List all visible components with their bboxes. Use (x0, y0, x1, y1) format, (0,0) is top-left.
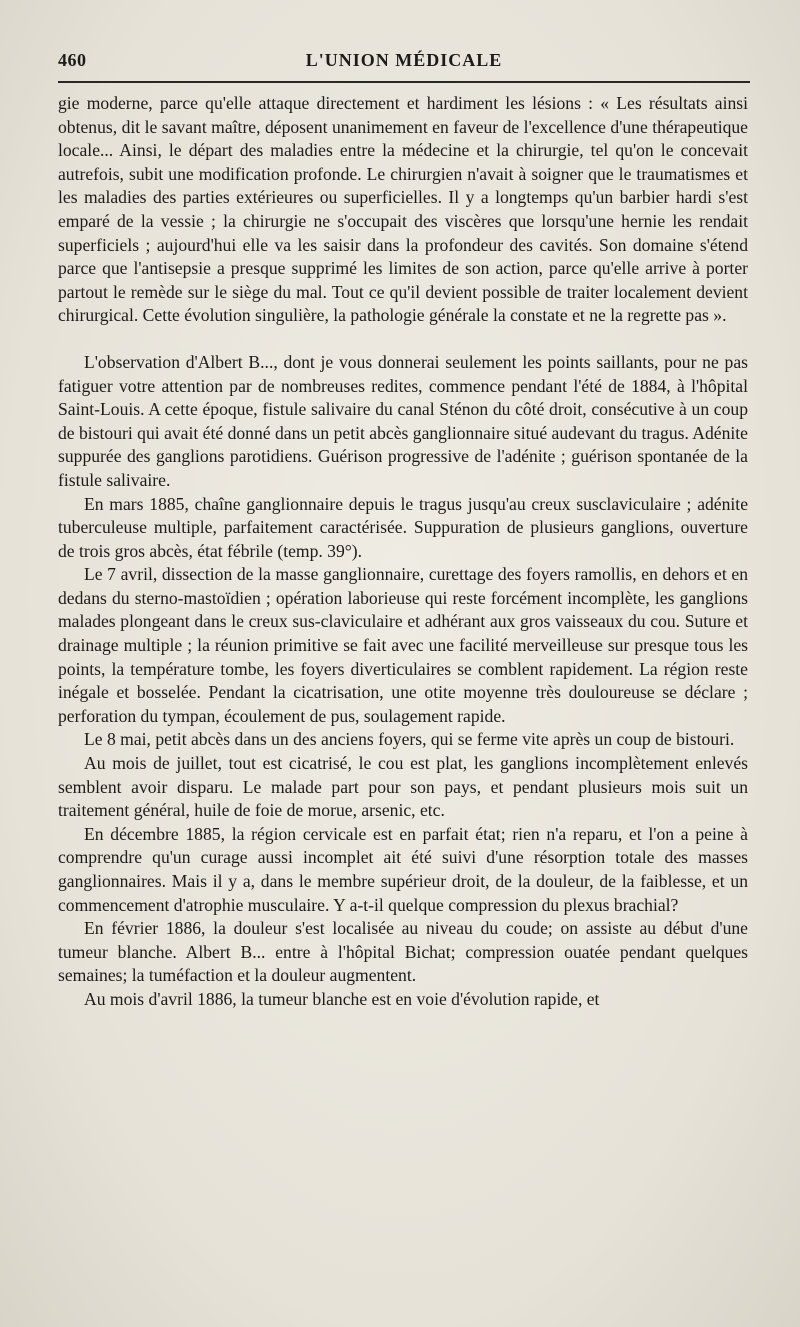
paragraph-quote-continuation: gie moderne, parce qu'elle attaque directement et hardiment les lésions : « Les résultats ainsi obtenus, dit le savant maître, déposent unanimement en faveur de l'excellence d'une thérapeutique locale... Ainsi, le départ des maladies entre la médecine et la chirurgie, tel qu'on le concevait autrefois, subit une modification profonde. Le chirurgien n'avait à soigner que le traumatismes et les maladies des parties extérieures ou superficielles. Il y a longtemps qu'un barbier hardi s'est emparé de la vessie ; la chirurgie ne s'occupait des viscères que lorsqu'une hernie les rendait superficiels ; aujourd'hui elle va les saisir dans la profondeur des cavités. Son domaine s'étend parce que l'antisepsie a presque supprimé les limites de son action, parce qu'elle arrive à porter partout le remède sur le siège du mal. Tout ce qu'il devient possible de traiter localement devient chirurgical. Cette évolution singulière, la pathologie générale la constate et ne la regrette pas ». (58, 93, 748, 326)
paragraph-april-1886: Au mois d'avril 1886, la tumeur blanche est en voie d'évolution rapide, et (84, 988, 600, 1009)
journal-title: L'UNION MÉDICALE (305, 50, 503, 70)
page-number: 460 (58, 50, 87, 70)
header-rule (58, 81, 750, 83)
paragraph-march-1885: En mars 1885, chaîne ganglionnaire depuis le tragus jusqu'au creux susclaviculaire ; adénite tuberculeuse multiple, parfaitement caractérisée. Suppuration de plusieurs ganglions, ouverture de trois gros abcès, état fébrile (temp. 39°). (58, 493, 748, 561)
paragraph-july: Au mois de juillet, tout est cicatrisé, le cou est plat, les ganglions incomplètement enlevés semblent avoir disparu. Le malade part pour son pays, et pendant plusieurs mois suit un traitement général, huile de foie de morue, arsenic, etc. (58, 753, 748, 821)
paragraph-december-1885: En décembre 1885, la région cervicale est en parfait état; rien n'a reparu, et l'on a peine à comprendre qu'un curage aussi incomplet ait été suivi d'une résorption totale des masses ganglionnaires. Mais il y a, dans le membre supérieur droit, de la douleur, de la faiblesse, et un commencement d'atrophie musculaire. Y a-t-il quelque compression du plexus brachial? (58, 823, 748, 915)
paragraph-observation-intro: L'observation d'Albert B..., dont je vous donnerai seulement les points saillants, pour ne pas fatiguer votre attention par de nombreuses redites, commence pendant l'été de 1884, à l'hôpital Saint-Louis. A cette époque, fistule salivaire du canal Sténon du côté droit, consécutive à un coup de bistouri qui avait été donné dans un petit abcès ganglionnaire situé audevant du tragus. Adénite suppurée des ganglions parotidiens. Guérison progressive de l'adénite ; guérison spontanée de la fistule salivaire. (58, 351, 748, 490)
running-header (58, 46, 750, 76)
paragraph-february-1886: En février 1886, la douleur s'est localisée au niveau du coude; on assiste au début d'une tumeur blanche. Albert B... entre à l'hôpital Bichat; compression ouatée pendant quelques semaines; la tuméfaction et la douleur augmentent. (58, 918, 748, 986)
paragraph-may-8: Le 8 mai, petit abcès dans un des anciens foyers, qui se ferme vite après un coup de bistouri. (84, 729, 735, 750)
article-body (58, 92, 748, 1012)
paragraph-april-7: Le 7 avril, dissection de la masse ganglionnaire, curettage des foyers ramollis, en dehors et en dedans du sterno-mastoïdien ; opération laborieuse qui reste forcément incomplète, les ganglions malades plongeant dans le creux sus-claviculaire et adhérant aux gros vaisseaux du cou. Suture et drainage multiple ; la réunion primitive se fait avec une facilité merveilleuse sur presque tous les points, la température tombe, les foyers diverticulaires se comblent rapidement. La région reste inégale et bosselée. Pendant la cicatrisation, une otite moyenne très douloureuse se déclare ; perforation du tympan, écoulement de pus, soulagement rapide. (58, 564, 748, 726)
